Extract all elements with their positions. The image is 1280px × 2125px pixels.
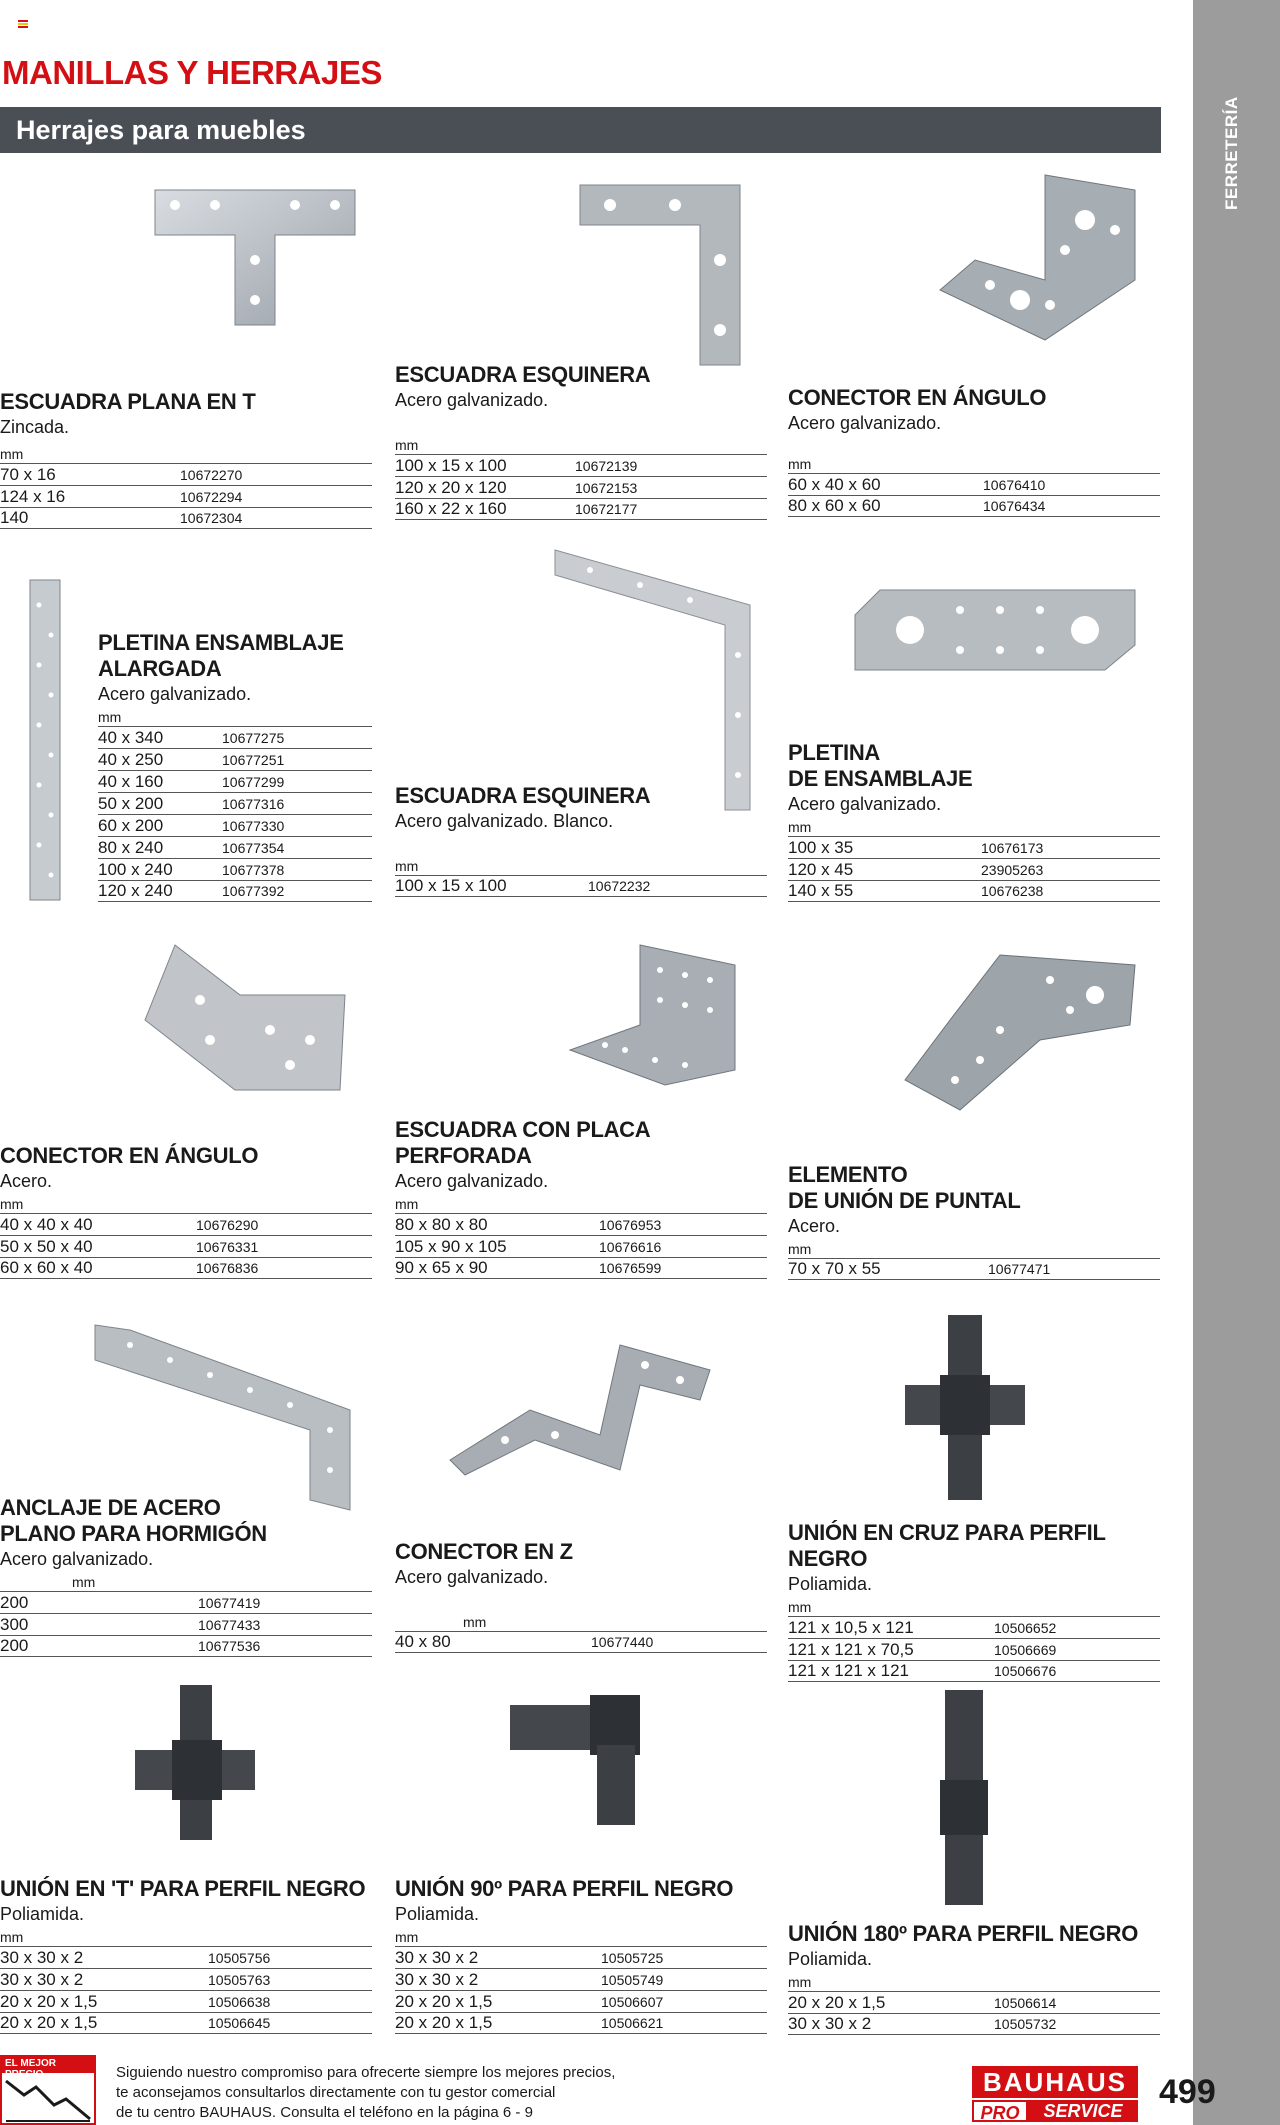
flag-icon [18, 20, 28, 27]
perforated-plate-bracket-image [565, 940, 740, 1090]
unit-label: mm [0, 446, 24, 462]
product-title: CONECTOR EN ÁNGULO [0, 1143, 259, 1168]
concrete-anchor-image [90, 1320, 355, 1515]
unit-label: mm [72, 1574, 96, 1590]
table-row: 40 x 80 10677440 [395, 1631, 767, 1653]
sidebar-label: FERRETERÍA [1222, 96, 1241, 210]
table-row: 160 x 22 x 160 10672177 [395, 498, 767, 520]
product-title: ESCUADRA PLANA EN T [0, 389, 256, 414]
spec-table [788, 1258, 1160, 1280]
product-cross-joint [788, 1520, 1160, 1682]
table-row: 40 x 340 10677275 [98, 726, 372, 748]
product-description: Acero galvanizado. [788, 413, 942, 433]
unit-label: mm [788, 819, 812, 835]
product-title: CONECTOR EN Z [395, 1539, 573, 1564]
table-row: 20 x 20 x 1,5 10506645 [0, 2012, 372, 2034]
90-joint-image [505, 1690, 650, 1830]
steel-angle-connector-image [140, 940, 350, 1095]
table-row: 100 x 35 10676173 [788, 836, 1160, 858]
product-title: CONECTOR EN ÁNGULO [788, 385, 1047, 410]
price-down-chart-icon [2, 2073, 94, 2123]
unit-label: mm [463, 1614, 487, 1630]
table-row: 20 x 20 x 1,5 10506614 [788, 1991, 1160, 2013]
table-row: 120 x 240 10677392 [98, 880, 372, 902]
long-plate-image [25, 575, 65, 905]
table-row: 120 x 45 23905263 [788, 858, 1160, 880]
spec-table [395, 1631, 767, 1653]
table-row: 124 x 16 10672294 [0, 485, 372, 507]
product-description: Poliamida. [0, 1904, 85, 1924]
bauhaus-logo: BAUHAUS PRO SERVICE [972, 2066, 1138, 2122]
spec-table [0, 463, 372, 529]
table-row: 80 x 240 10677354 [98, 836, 372, 858]
table-row: 200 10677419 [0, 1591, 372, 1613]
strut-connector-image [900, 950, 1140, 1115]
unit-label: mm [395, 1196, 419, 1212]
product-title: UNIÓN 90º PARA PERFIL NEGRO [395, 1876, 734, 1901]
product-description: Poliamida. [788, 1574, 873, 1594]
table-row: 60 x 40 x 60 10676410 [788, 473, 1160, 495]
product-title: ELEMENTO DE UNIÓN DE PUNTAL [788, 1162, 1021, 1213]
z-connector-image [445, 1340, 715, 1480]
footer-note: Siguiendo nuestro compromiso para ofrecerte siempre los mejores precios, te aconsejamos consultarlos directamente con tu gestor comercial de tu centro BAUHAUS. Consulta el teléfono en la página 6 - 9 [116, 2064, 616, 2121]
table-row: 30 x 30 x 2 10505725 [395, 1946, 767, 1968]
unit-label: mm [395, 858, 419, 874]
section-title: Herrajes para muebles [16, 115, 306, 145]
product-description: Acero galvanizado. [395, 1567, 549, 1587]
table-row: 140 10672304 [0, 507, 372, 529]
product-description: Poliamida. [395, 1904, 480, 1924]
section-bar [0, 107, 1161, 153]
corner-bracket-image [575, 180, 745, 370]
table-row: 20 x 20 x 1,5 10506638 [0, 1990, 372, 2012]
spec-table [788, 836, 1160, 902]
spec-table [0, 1213, 372, 1279]
page-title: MANILLAS Y HERRAJES [2, 54, 382, 91]
table-row: 80 x 60 x 60 10676434 [788, 495, 1160, 517]
table-row: 100 x 15 x 100 10672139 [395, 454, 767, 476]
product-description: Acero. [788, 1216, 841, 1236]
unit-label: mm [395, 1929, 419, 1945]
table-row: 80 x 80 x 80 10676953 [395, 1213, 767, 1235]
table-row: 100 x 15 x 100 10672232 [395, 875, 767, 897]
unit-label: mm [0, 1196, 24, 1212]
table-row: 140 x 55 10676238 [788, 880, 1160, 902]
spec-table [395, 1213, 767, 1279]
table-row: 20 x 20 x 1,5 10506621 [395, 2012, 767, 2034]
table-row: 50 x 50 x 40 10676331 [0, 1235, 372, 1257]
product-description: Zincada. [0, 417, 70, 437]
product-title: ESCUADRA ESQUINERA [395, 362, 651, 387]
product-title: ESCUADRA CON PLACA PERFORADA [395, 1117, 651, 1168]
spec-table [395, 454, 767, 520]
product-description: Acero galvanizado. [0, 1549, 154, 1569]
spec-table [788, 1991, 1160, 2035]
table-row: 40 x 250 10677251 [98, 748, 372, 770]
table-row: 70 x 70 x 55 10677471 [788, 1258, 1160, 1280]
table-row: 70 x 16 10672270 [0, 463, 372, 485]
table-row: 30 x 30 x 2 10505732 [788, 2013, 1160, 2035]
product-title: ANCLAJE DE ACERO PLANO PARA HORMIGÓN [0, 1495, 267, 1546]
unit-label: mm [788, 1974, 812, 1990]
product-title: UNIÓN EN CRUZ PARA PERFIL NEGRO [788, 1520, 1106, 1571]
table-row: 40 x 40 x 40 10676290 [0, 1213, 372, 1235]
white-corner-bracket-image [550, 545, 760, 815]
table-row: 300 10677433 [0, 1613, 372, 1635]
product-title: UNIÓN EN 'T' PARA PERFIL NEGRO [0, 1876, 366, 1901]
table-row: 50 x 200 10677316 [98, 792, 372, 814]
spec-table [788, 473, 1160, 517]
table-row: 200 10677536 [0, 1635, 372, 1657]
spec-table [0, 1946, 372, 2034]
product-t-joint [0, 1876, 372, 2034]
product-description: Acero galvanizado. [788, 794, 942, 814]
table-row: 100 x 240 10677378 [98, 858, 372, 880]
product-concrete-anchor [0, 1495, 372, 1657]
unit-label: mm [788, 1241, 812, 1257]
table-row: 30 x 30 x 2 10505756 [0, 1946, 372, 1968]
product-t-flat-bracket [0, 389, 372, 529]
table-row: 121 x 121 x 121 10506676 [788, 1660, 1160, 1682]
unit-label: mm [788, 456, 812, 472]
product-description: Acero galvanizado. Blanco. [395, 811, 614, 831]
product-title: PLETINA DE ENSAMBLAJE [788, 740, 973, 791]
spec-table [788, 1616, 1160, 1682]
product-title: PLETINA ENSAMBLAJE ALARGADA [98, 630, 344, 681]
180-joint-image [935, 1685, 995, 1910]
angle-connector-image [935, 170, 1140, 350]
table-row: 121 x 10,5 x 121 10506652 [788, 1616, 1160, 1638]
best-price-badge: EL MEJOR PRECIO [0, 2055, 96, 2125]
product-description: Acero. [0, 1171, 53, 1191]
product-angle-connector [788, 385, 1160, 517]
product-description: Poliamida. [788, 1949, 873, 1969]
cross-joint-image [900, 1310, 1030, 1505]
unit-label: mm [788, 1599, 812, 1615]
spec-table [0, 1591, 372, 1657]
table-row: 60 x 200 10677330 [98, 814, 372, 836]
product-description: Acero galvanizado. [98, 684, 252, 704]
product-90-joint [395, 1876, 767, 2034]
product-180-joint [788, 1921, 1160, 2035]
spec-table [98, 726, 372, 902]
product-perforated-plate-bracket [395, 1117, 767, 1279]
table-row: 120 x 20 x 120 10672153 [395, 476, 767, 498]
t-joint-image [130, 1680, 260, 1845]
product-description: Acero galvanizado. [395, 390, 549, 410]
product-assembly-plate [788, 740, 1160, 902]
product-title: UNIÓN 180º PARA PERFIL NEGRO [788, 1921, 1139, 1946]
table-row: 30 x 30 x 2 10505763 [0, 1968, 372, 1990]
table-row: 90 x 65 x 90 10676599 [395, 1257, 767, 1279]
unit-label: mm [395, 437, 419, 453]
table-row: 105 x 90 x 105 10676616 [395, 1235, 767, 1257]
table-row: 60 x 60 x 40 10676836 [0, 1257, 372, 1279]
spec-table [395, 875, 767, 897]
product-corner-bracket [395, 362, 767, 520]
table-row: 121 x 121 x 70,5 10506669 [788, 1638, 1160, 1660]
unit-label: mm [98, 709, 122, 725]
table-row: 20 x 20 x 1,5 10506607 [395, 1990, 767, 2012]
table-row: 30 x 30 x 2 10505749 [395, 1968, 767, 1990]
sidebar-strip [1193, 0, 1280, 2125]
product-white-corner-bracket [395, 783, 767, 897]
product-strut-connector [788, 1162, 1160, 1280]
product-title: ESCUADRA ESQUINERA [395, 783, 651, 808]
product-steel-angle-connector [0, 1143, 372, 1279]
t-plate-image [150, 185, 360, 330]
spec-table [395, 1946, 767, 2034]
product-long-assembly-plate [98, 630, 372, 902]
unit-label: mm [0, 1929, 24, 1945]
assembly-plate-image [850, 585, 1140, 675]
page-number: 499 [1159, 2073, 1216, 2111]
product-z-connector [395, 1539, 767, 1653]
product-description: Acero galvanizado. [395, 1171, 549, 1191]
table-row: 40 x 160 10677299 [98, 770, 372, 792]
